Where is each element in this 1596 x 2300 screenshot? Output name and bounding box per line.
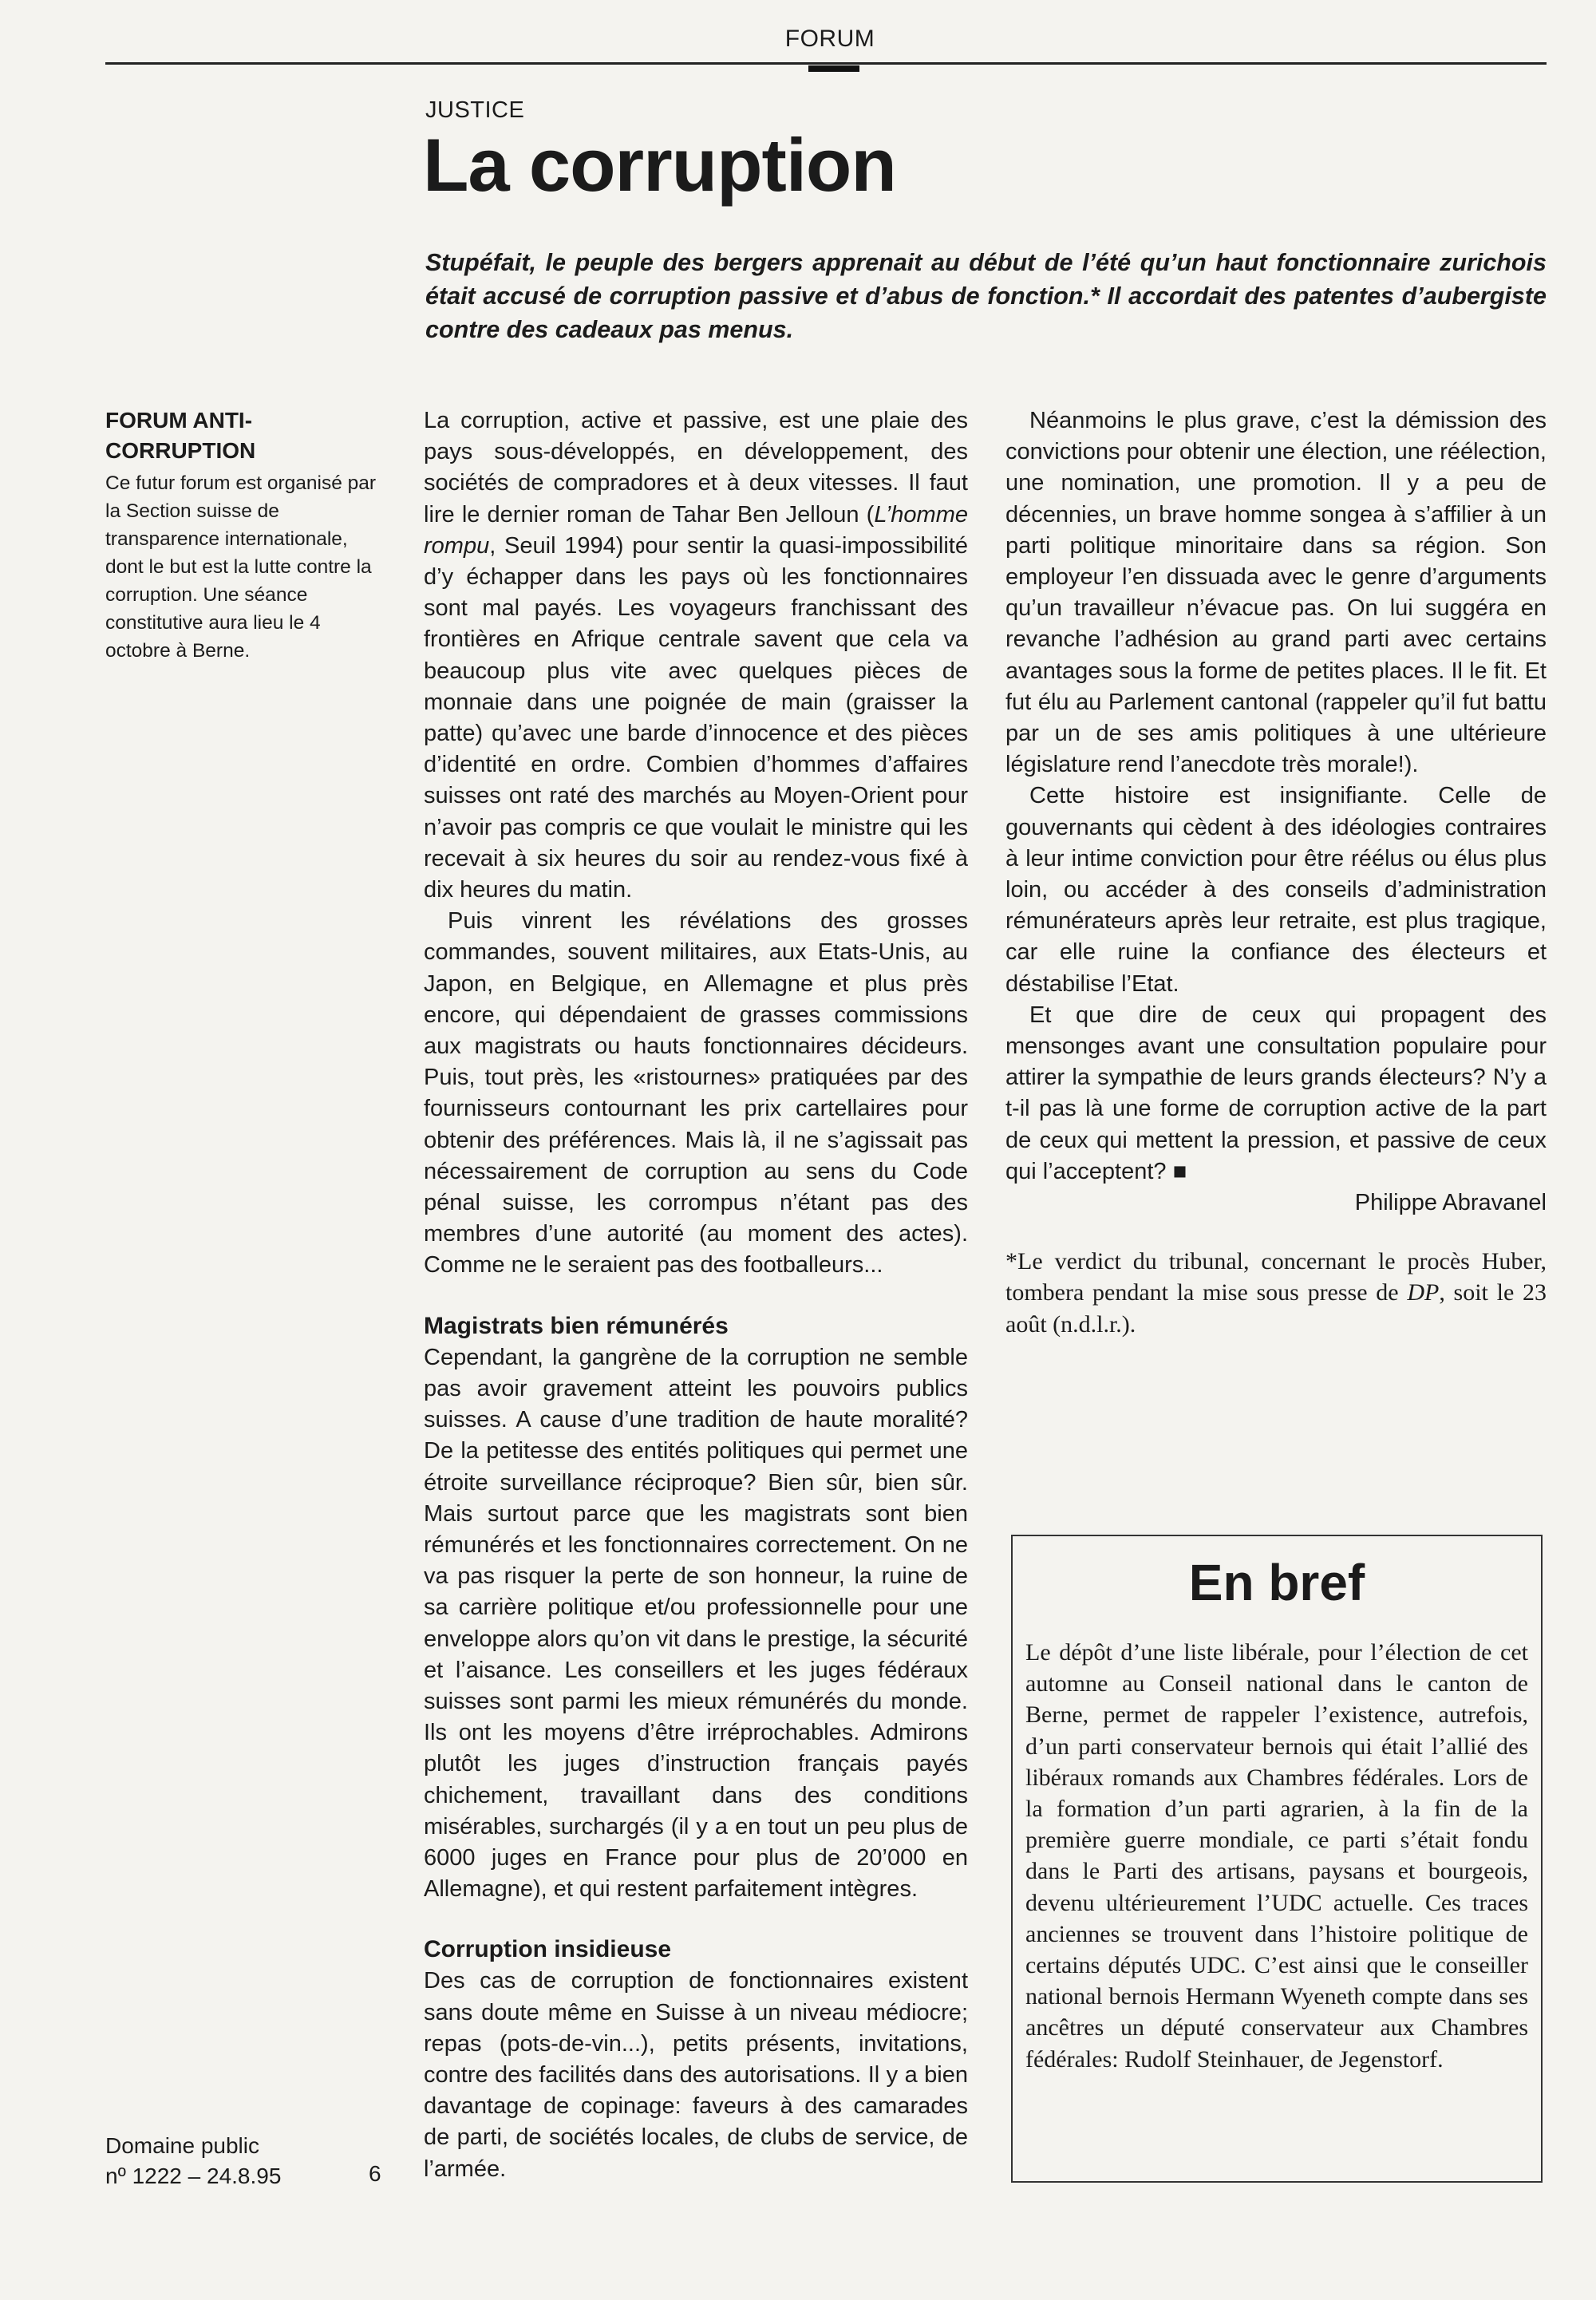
- article-column-1: [424, 405, 968, 2185]
- paragraph-3: Cependant, la gangrène de la corruption ne semble pas avoir gravement atteint les pouvoirs publics suisses. A cause d’une tradition de haute moralité? De la petitesse des entités politiques qui permet une étroite surveillance réciproque? Bien sûr, bien sûr. Mais surtout parce que les magistrats sont bien rémunérés et les fonctionnaires correctement. On ne va pas risquer la perte de son honneur, la ruine de sa carrière politique et/ou professionnelle pour une enveloppe alors qu’on vit dans le prestige, la sécurité et l’aisance. Les conseillers et les juges fédéraux suisses sont parmi les mieux rémunérés du monde. Ils ont les moyens d’être irréprochables. Admirons plutôt les juges d’instruction français payés chichement, travaillant dans des conditions misérables, surchargés (il y a en tout un peu plus de 6000 juges en France pour plus de 20’000 en Allemagne), et qui restent parfaitement intègres.: [424, 1344, 968, 1903]
- article-kicker: JUSTICE: [425, 97, 525, 123]
- paragraph-7: Et que dire de ceux qui propagent des mensonges avant une consultation populaire pour attirer la sympathie de leurs grands électeurs? N’y a t-il pas là une forme de corruption active de la part de ceux qui mettent la pression, et passive de ceux qui l’acceptent? ■: [1005, 1002, 1547, 1184]
- publication-name: Domaine public: [105, 2133, 259, 2158]
- en-bref-title: En bref: [1188, 1554, 1365, 1611]
- paragraph-5: Néanmoins le plus grave, c’est la démission des convictions pour obtenir une élection, une réélection, une nomination, une promotion. Il y a peu de décennies, un brave homme songea à s’affilier à un parti politique minoritaire dans sa région. Son employeur l’en dissuada avec le genre d’arguments qu’un travailleur n’évacue pas. On lui suggéra en revanche l’adhésion au grand parti avec certains avantages sous la forme de petites places. Il le fit. Et fut élu au Parlement cantonal (rappeler qu’il fut battu par un de ses amis politiques à une ultérieure législature rend l’anecdote très morale!).: [1005, 408, 1547, 778]
- paragraph-4: Des cas de corruption de fonctionnaires existent sans doute même en Suisse à un niveau médiocre; repas (pots-de-vin...), petits présents, invitations, contre des facilités dans des autorisations. Il y a bien davantage de copinage: faveurs à des camarades de parti, de sociétés locales, de clubs de service, de l’armée.: [424, 1968, 968, 2182]
- subheading-corruption-insidieuse: Corruption insidieuse: [424, 1936, 672, 1963]
- paragraph-6: Cette histoire est insignifiante. Celle de gouvernants qui cèdent à des idéologies contraires à leur intime conviction pour être réélus ou élus plus loin, ou accéder à des conseils d’administration rémunérateurs après leur retraite, est plus tragique, car elle ruine la confiance des électeurs et déstabilise l’Etat.: [1005, 783, 1547, 997]
- subheading-magistrats: Magistrats bien rémunérés: [424, 1312, 729, 1339]
- en-bref-box: [1011, 1535, 1543, 2183]
- article-title: La corruption: [423, 123, 896, 207]
- page-number: 6: [369, 2161, 381, 2186]
- footnote: *Le verdict du tribunal, concernant le procès Huber, tombera pendant la mise sous presse de DP, soit le 23 août (n.d.l.r.).: [1005, 1248, 1547, 1338]
- sidebar-note: [105, 405, 377, 665]
- sidebar-heading: FORUM ANTI-CORRUPTION: [105, 408, 256, 463]
- article-column-2: [1005, 405, 1547, 1340]
- paragraph-2: Puis vinrent les révélations des grosses commandes, souvent militaires, aux Etats-Unis, au Japon, en Belgique, en Allemagne et plus près encore, qui dépendaient de grasses commissions aux magistrats ou hauts fonctionnaires décideurs. Puis, tout près, les «ristournes» pratiquées par des fournisseurs contournant les prix cartellaires pour obtenir des préférences. Mais là, il ne s’agissait pas nécessairement de corruption au sens du Code pénal suisse, les corrompus n’étant pas des membres d’une autorité (au moment des actes). Comme ne le seraient pas des footballeurs...: [424, 908, 968, 1278]
- en-bref-text: Le dépôt d’une liste libérale, pour l’élection de cet automne au Conseil national dans le canton de Berne, permet de rappeler l’existence, autrefois, d’un parti conservateur bernois qui était l’allié des libéraux romands aux Chambres fédérales. Lors de la formation d’un parti agrarien, à la fin de la première guerre mondiale, ce parti s’était fondu dans le Parti des artisans, paysans et bourgeois, devenu ultérieurement l’UDC actuelle. Ces traces anciennes se trouvent dans l’histoire politique de certains députés UDC. C’est ainsi que le conseiller national bernois Hermann Wyeneth compte dans ses ancêtres un député conservateur aux Chambres fédérales: Rudolf Steinhauer, de Jegenstorf.: [1025, 1639, 1528, 2073]
- footer-publication: [105, 2131, 281, 2191]
- sidebar-text: Ce futur forum est organisé par la Section suisse de transparence internationale, dont le but est la lutte contre la corruption. Une séance constitutive aura lieu le 4 octobre à Berne.: [105, 472, 377, 662]
- paragraph-1: La corruption, active et passive, est une plaie des pays sous-développés, en développement, des sociétés de compradores et à deux vitesses. Il faut lire le dernier roman de Tahar Ben Jelloun (L’homme rompu, Seuil 1994) pour sentir la quasi-impossibilité d’y échapper dans les pays où les fonctionnaires sont mal payés. Les voyageurs franchissant des frontières en Afrique centrale savent que cela va beaucoup plus vite avec quelques pièces de monnaie dans une poignée de main (graisser la patte) qu’avec une barde d’innocence et des pièces d’identité en ordre. Combien d’hommes d’affaires suisses ont raté des marchés au Moyen-Orient pour n’avoir pas compris ce que voulait le ministre qui les recevait à six heures du soir au rendez-vous fixé à dix heures du matin.: [424, 408, 968, 903]
- author-signature: Philippe Abravanel: [1354, 1190, 1547, 1216]
- section-tab-marker: [808, 65, 859, 72]
- section-label: FORUM: [784, 26, 875, 52]
- end-mark-icon: ■: [1172, 1158, 1187, 1184]
- article-lede: Stupéfait, le peuple des bergers apprenait au début de l’été qu’un haut fonctionnaire zurichois était accusé de corruption passive et d’abus de fonction.* Il accordait des patentes d’aubergiste contre des cadeaux pas menus.: [425, 249, 1547, 343]
- header-rule: [105, 62, 1547, 65]
- book-title: L’homme rompu: [424, 501, 968, 559]
- issue-info: nº 1222 – 24.8.95: [105, 2164, 282, 2188]
